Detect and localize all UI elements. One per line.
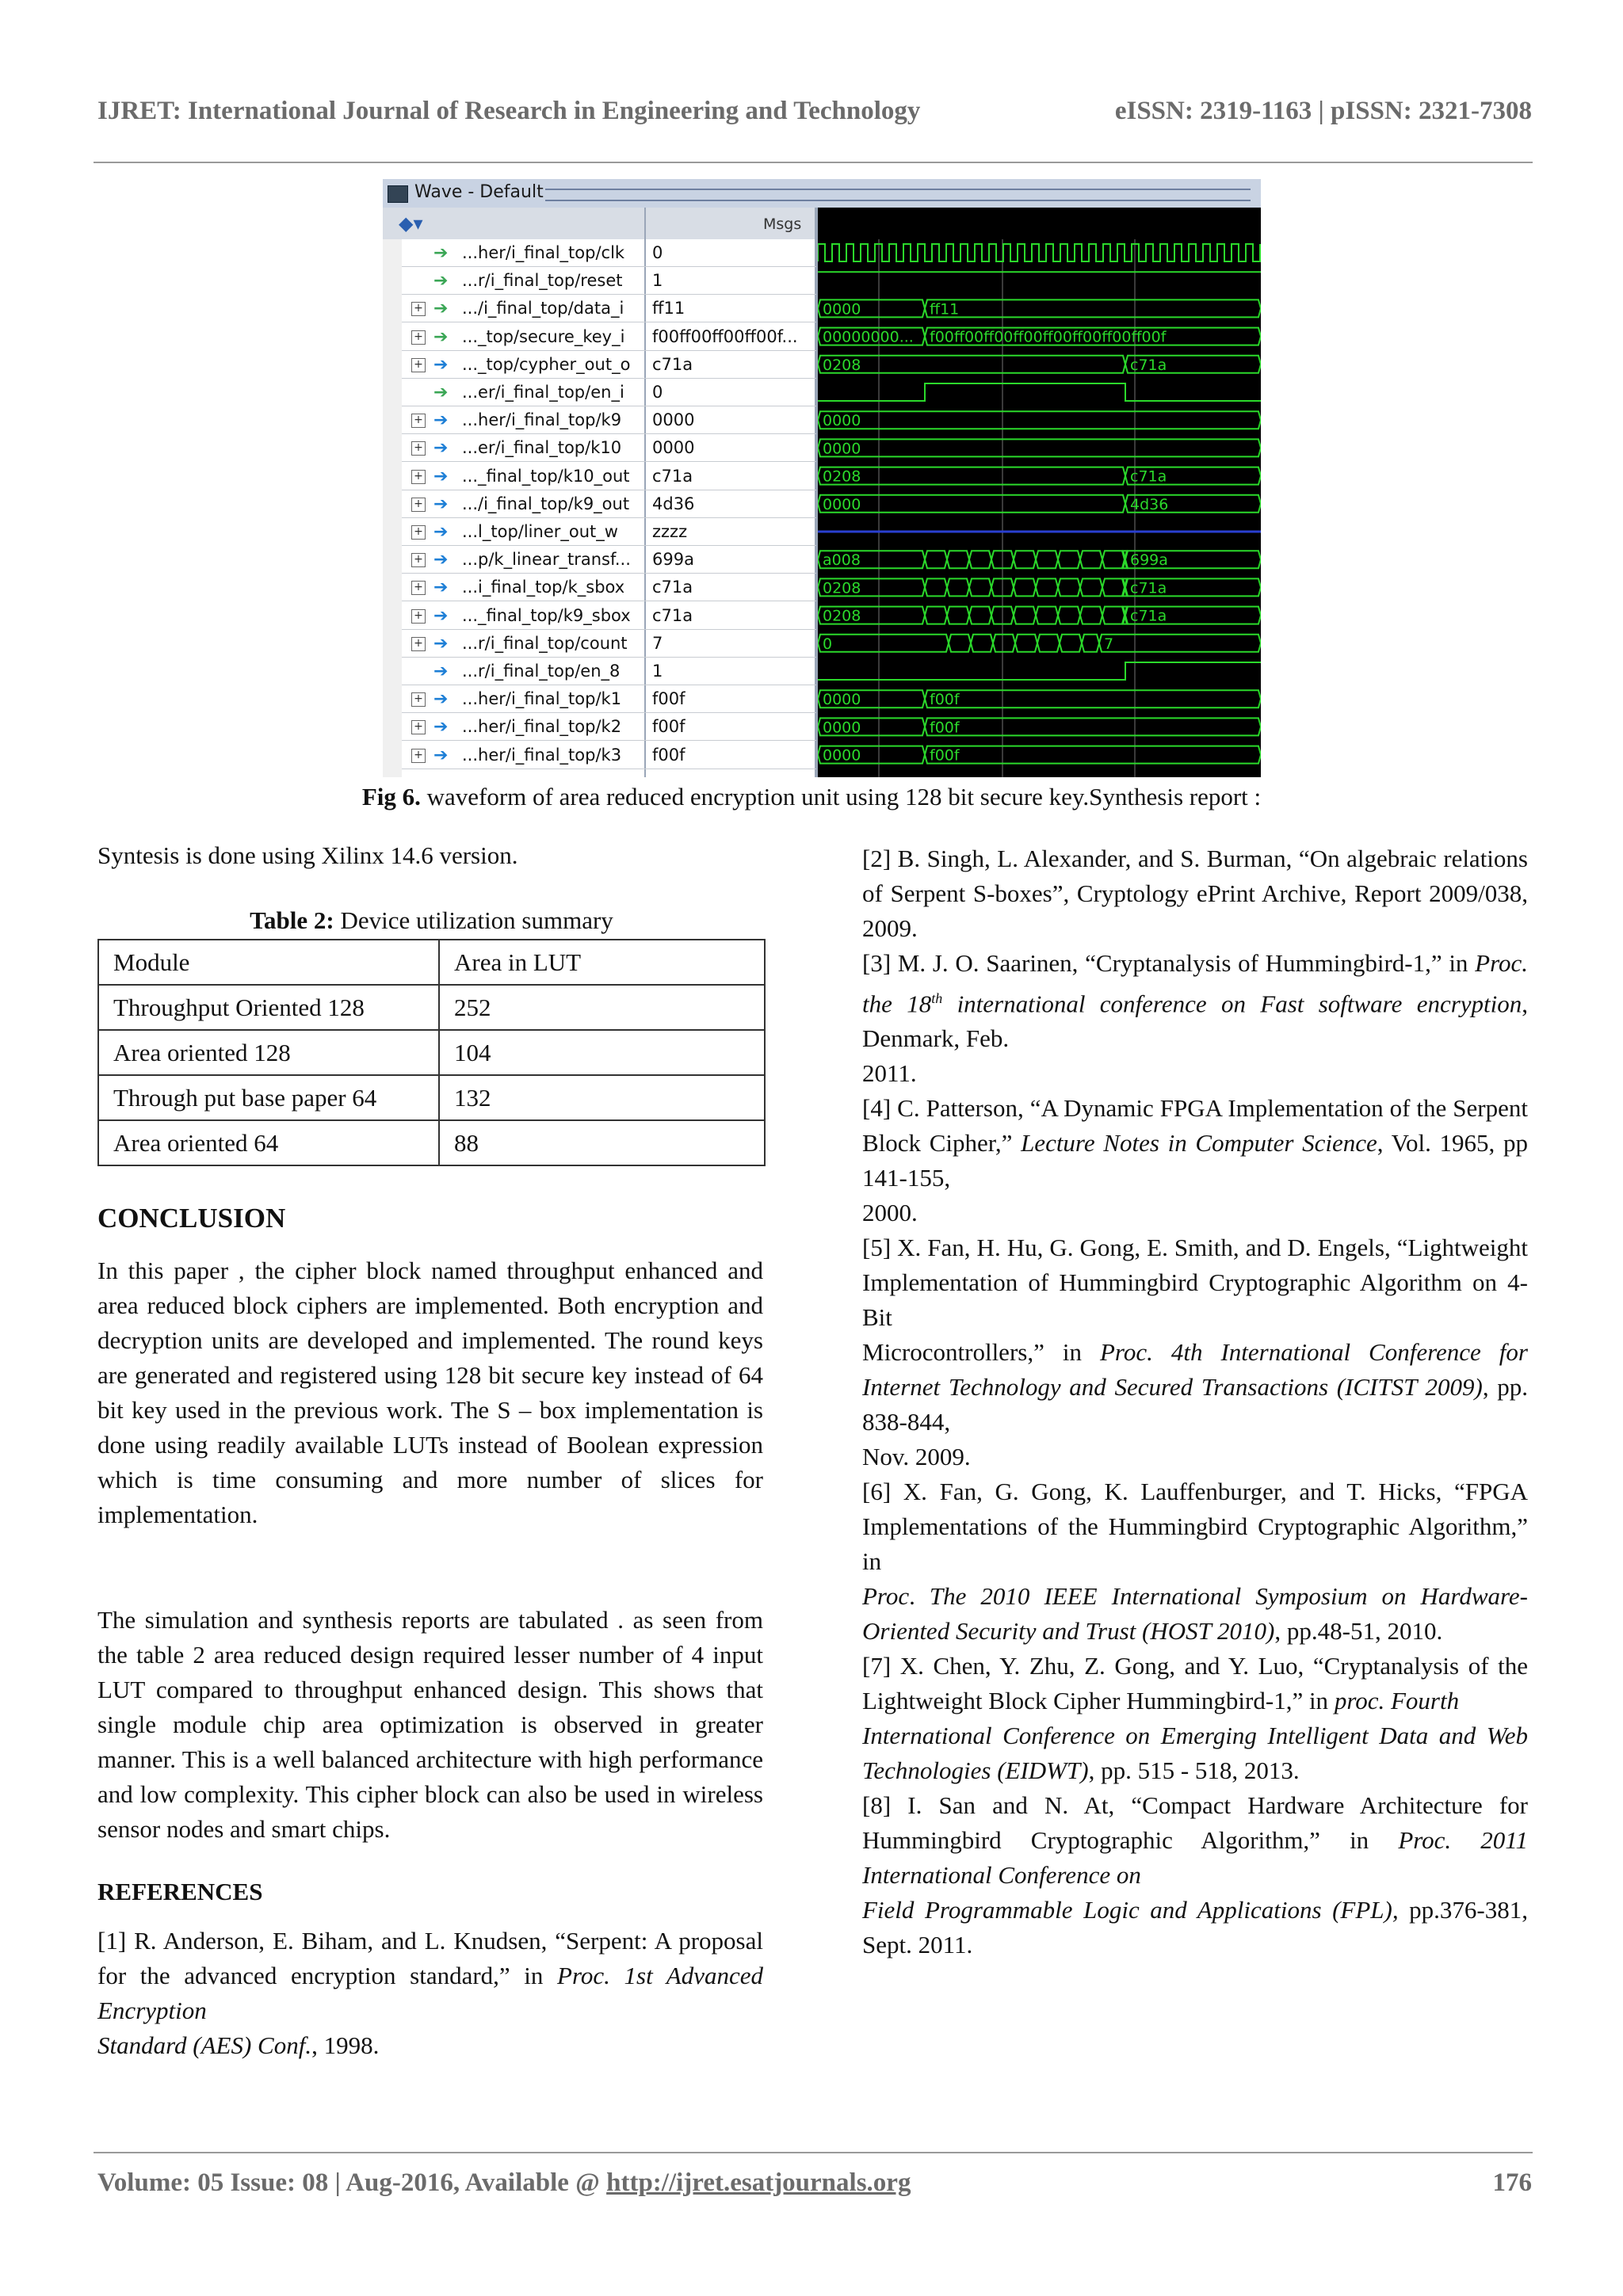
wave-title: Wave - Default [414, 182, 544, 202]
ref3-year: 2011. [862, 1059, 917, 1088]
blue-signal-icon: ➔ [433, 522, 449, 542]
blue-signal-icon: ➔ [433, 689, 449, 710]
ref5-year: Nov. 2009. [862, 1443, 971, 1471]
k-sbox-segment [969, 578, 991, 596]
count-segment [971, 635, 993, 652]
table-row [98, 1120, 765, 1165]
reference-4 [862, 1091, 1528, 1230]
count-segment [1082, 635, 1099, 652]
k1-label: f00f [930, 691, 960, 709]
green-signal-icon: ➔ [433, 271, 449, 292]
k-sbox-segment [925, 578, 947, 596]
ref5-text-2: Microcontrollers,” in [862, 1338, 1100, 1367]
count-segment [1037, 635, 1060, 652]
k2-segment [925, 718, 1261, 735]
ref1-year: , 1998. [311, 2031, 380, 2059]
journal-link[interactable]: http://ijret.esatjournals.org [606, 2168, 911, 2197]
signal-value: 1 [652, 271, 663, 291]
table-row [98, 985, 765, 1030]
data-i-label: ff11 [930, 300, 960, 318]
green-signal-icon: ➔ [433, 299, 449, 319]
signal-name: ...i_final_top/k_sbox [462, 578, 625, 597]
ref5-venue: Proc. 4th International Conference for Internet Technology and Secured Transactions (ICITST 2009) [862, 1338, 1528, 1402]
header-module: Module [98, 940, 439, 985]
blue-signal-icon: ➔ [433, 354, 449, 375]
signal-name: ...r/i_final_top/en_8 [462, 662, 621, 681]
signal-value: 1 [652, 662, 663, 681]
ref6-proc: Proc [862, 1582, 910, 1611]
signal-name: .../i_final_top/data_i [462, 299, 624, 318]
table-row [98, 1075, 765, 1120]
footer-volume [97, 2168, 911, 2198]
k1-label: 0000 [823, 691, 861, 709]
k-linear-segment [1102, 551, 1125, 568]
green-signal-icon: ➔ [433, 383, 449, 402]
references-right-column [862, 841, 1528, 1962]
expand-icon[interactable]: + [411, 609, 426, 624]
reference-6 [862, 1474, 1528, 1649]
wave-titlebar[interactable] [383, 179, 1261, 208]
signal-value: 0 [652, 383, 663, 402]
k9-sbox-segment [1058, 607, 1080, 624]
issn-info: eISSN: 2319-1163 | pISSN: 2321-7308 [1114, 97, 1532, 125]
blue-signal-icon: ➔ [433, 662, 449, 681]
k3-segment [925, 746, 1261, 764]
ref6-pages: , pp.48-51, 2010. [1274, 1617, 1443, 1646]
signal-name: ..._final_top/k10_out [462, 466, 630, 486]
table-label: Table 2: [250, 906, 334, 934]
k9-sbox-segment [1102, 607, 1125, 624]
ref6-text: [6] X. Fan, G. Gong, K. Lauffenburger, and T. Hicks, “FPGA Implementations of the Hummingbird Cryptographic Algorithm,” in [862, 1478, 1528, 1576]
green-signal-icon: ➔ [433, 243, 449, 263]
window-icon [388, 185, 408, 203]
k10-out-segment [818, 467, 1125, 485]
table-cell: Throughput Oriented 128 [98, 985, 439, 1030]
signal-value: 0000 [652, 438, 695, 458]
wave-header [818, 208, 1261, 239]
expand-icon[interactable]: + [411, 525, 426, 540]
expand-icon[interactable]: + [411, 498, 426, 512]
signal-name: ...her/i_final_top/clk [462, 243, 625, 262]
k9-out-segment [818, 495, 1125, 513]
titlebar-grip[interactable] [545, 189, 1251, 201]
cypher-out-label: 0208 [823, 356, 861, 374]
ref3-text: [3] M. J. O. Saarinen, “Cryptanalysis of Hummingbird-1,” in [862, 949, 1476, 977]
expand-icon[interactable]: + [411, 441, 426, 456]
blue-signal-icon: ➔ [433, 633, 449, 654]
msgs-header: Msgs [763, 215, 802, 233]
header-area: Area in LUT [439, 940, 765, 985]
data-i-segment [925, 299, 1261, 317]
signal-name: ..._top/secure_key_i [462, 326, 625, 346]
clk-wave [818, 244, 1260, 261]
signal-name: ...her/i_final_top/k2 [462, 717, 622, 737]
signal-name: .../i_final_top/k9_out [462, 494, 630, 513]
data-i-label: 0000 [823, 300, 861, 318]
ref3-venue: Proc. the 18 [862, 949, 1528, 1018]
signal-name: ..._top/cypher_out_o [462, 354, 631, 374]
table-cell: 104 [439, 1030, 765, 1075]
blue-signal-icon: ➔ [433, 466, 449, 486]
secure-key-label: f00ff00ff00ff00ff00ff00ff00ff00f [930, 328, 1167, 346]
expand-icon[interactable]: + [411, 692, 426, 707]
signal-value: c71a [652, 354, 693, 374]
palette-icon[interactable]: ◆▾ [399, 212, 423, 235]
ref3-sup: th [931, 990, 943, 1006]
ref8-proc: Proc. 2011 International Conference on [862, 1826, 1528, 1890]
footer-rule [94, 2152, 1533, 2153]
conclusion-paragraph-2: The simulation and synthesis reports are tabulated . as seen from the table 2 area reduced design required lesser number of 4 input LUT compared to throughput enhanced design. This shows that single module chip area optimization is observed in greater manner. This is a well balanced architecture with high performance and low complexity. This cipher block can also be used in wireless sensor nodes and smart chips. [97, 1606, 763, 1843]
ref4-text: [4] C. Patterson, “A Dynamic FPGA Implementation of the Serpent Block Cipher,” [862, 1094, 1528, 1158]
k-sbox-segment [1080, 578, 1102, 596]
signal-name: ...l_top/liner_out_w [462, 522, 618, 541]
ref8-pages: pp.376-381, Sept. 2011. [862, 1896, 1528, 1959]
blue-signal-icon: ➔ [433, 605, 449, 626]
k9-sbox-segment [969, 607, 991, 624]
k-sbox-label: c71a [1130, 579, 1167, 597]
count-segment [1060, 635, 1082, 652]
ref4-venue: Lecture Notes in Computer Science [1021, 1129, 1377, 1158]
signal-value: c71a [652, 605, 693, 625]
cypher-out-segment [818, 356, 1125, 373]
count-segment [1099, 635, 1261, 652]
references-heading: REFERENCES [97, 1878, 263, 1905]
k-sbox-segment [947, 578, 969, 596]
table-cell: 252 [439, 985, 765, 1030]
figure-caption-text: waveform of area reduced encryption unit using 128 bit secure key.Synthesis report : [420, 783, 1262, 810]
k-sbox-segment [1014, 578, 1036, 596]
k-sbox-segment [1036, 578, 1058, 596]
table-row [98, 1030, 765, 1075]
signal-value: f00f [652, 689, 685, 709]
signal-value: 0 [652, 243, 663, 262]
table-cell: Area oriented 128 [98, 1030, 439, 1075]
k10-out-label: 0208 [823, 467, 861, 486]
ref8-venue: Field Programmable Logic and Applications (FPL), [862, 1896, 1399, 1924]
k-sbox-segment [1102, 578, 1125, 596]
k10-label: 0000 [823, 440, 861, 458]
ref1-venue: Proc. 1st Advanced Encryption [97, 1962, 763, 2024]
signal-value: f00f [652, 717, 685, 737]
k-linear-label: a008 [823, 551, 861, 570]
k2-label: f00f [930, 719, 960, 737]
en-8-wave [818, 662, 1261, 680]
table-cell: 132 [439, 1075, 765, 1120]
blue-signal-icon: ➔ [433, 494, 449, 514]
signal-toolbar [383, 208, 816, 239]
blue-signal-icon: ➔ [433, 745, 449, 765]
conclusion-heading: CONCLUSION [97, 1203, 286, 1234]
count-segment [949, 635, 971, 652]
signal-value: ff11 [652, 299, 685, 318]
ref4-pages: , Vol. 1965, pp 141-155, [862, 1129, 1528, 1192]
ref7-pages: , pp. 515 - 518, 2013. [1088, 1756, 1300, 1785]
reference-5 [862, 1230, 1528, 1474]
table-cell: Area oriented 64 [98, 1120, 439, 1165]
ref7-venue: International Conference on Emerging Intelligent Data and Web Technologies (EIDWT) [862, 1722, 1528, 1785]
volume-text: Volume: 05 Issue: 08 | Aug-2016, Available @ [97, 2168, 607, 2197]
k10-out-label: c71a [1130, 467, 1167, 486]
signal-value: f00ff00ff00ff00f... [652, 326, 798, 346]
k9-out-label: 0000 [823, 495, 861, 513]
k1-segment [925, 690, 1261, 707]
waveform-svg [818, 239, 1261, 777]
ref8-text: [8] I. San and N. At, “Compact Hardware Architecture for Hummingbird Cryptographic Algorithm,” in [862, 1791, 1528, 1855]
ref1-venue-2: Standard (AES) Conf. [97, 2031, 312, 2059]
expand-icon[interactable]: + [411, 720, 426, 734]
page-header [97, 97, 1532, 133]
ref7-text: [7] X. Chen, Y. Zhu, Z. Gong, and Y. Luo, “Cryptanalysis of the Lightweight Block Cipher Hummingbird-1,” in [862, 1652, 1528, 1715]
page-number: 176 [1492, 2168, 1532, 2197]
signal-name: ...her/i_final_top/k9 [462, 410, 622, 430]
expand-icon[interactable]: + [411, 302, 426, 316]
reference-2: [2] B. Singh, L. Alexander, and S. Burman, “On algebraic relations of Serpent S-boxes”, Cryptology ePrint Archive, Report 2009/038, 2009. [862, 845, 1528, 942]
figure-caption [0, 783, 1623, 811]
k9-out-label: 4d36 [1130, 495, 1169, 513]
count-segment [993, 635, 1015, 652]
k-linear-segment [1058, 551, 1080, 568]
signal-value: 699a [652, 550, 694, 570]
expand-icon[interactable]: + [411, 749, 426, 763]
ref7-proc: proc. Fourth [1334, 1687, 1460, 1715]
blue-signal-icon: ➔ [433, 578, 449, 598]
reference-1 [97, 1924, 763, 2063]
k-sbox-segment [1058, 578, 1080, 596]
signal-name: ..._final_top/k9_sbox [462, 605, 631, 625]
k-linear-segment [1080, 551, 1102, 568]
k10-segment [818, 439, 1261, 456]
k2-label: 0000 [823, 719, 861, 737]
en-i-wave [818, 383, 1261, 401]
expand-icon[interactable]: + [411, 330, 426, 345]
table-cell: 88 [439, 1120, 765, 1165]
k9-sbox-segment [1036, 607, 1058, 624]
ref6-venue: The 2010 IEEE International Symposium on Hardware-Oriented Security and Trust (HOST 2010) [862, 1582, 1528, 1646]
expand-icon[interactable]: + [411, 637, 426, 651]
k3-label: f00f [930, 746, 960, 765]
signal-name: ...her/i_final_top/k1 [462, 689, 622, 709]
k3-label: 0000 [823, 746, 861, 765]
header-rule [94, 162, 1533, 163]
signal-name: ...er/i_final_top/k10 [462, 438, 622, 458]
synthesis-note: Syntesis is done using Xilinx 14.6 version. [97, 841, 518, 869]
k9-sbox-segment [947, 607, 969, 624]
table-cell: Through put base paper 64 [98, 1075, 439, 1120]
signal-value: f00f [652, 745, 685, 765]
count-segment [1015, 635, 1037, 652]
figure-label: Fig 6. [361, 783, 421, 810]
blue-signal-icon: ➔ [433, 410, 449, 431]
k-linear-segment [925, 551, 947, 568]
k9-sbox-segment [1080, 607, 1102, 624]
ref1-text: [1] R. Anderson, E. Biham, and L. Knudsen, “Serpent: A proposal for the advanced encryption standard,” in [97, 1927, 763, 1989]
k-linear-segment [969, 551, 991, 568]
ref3-venue-2: international conference on Fast software encryption [942, 990, 1522, 1018]
k-linear-label: 699a [1130, 551, 1168, 570]
signal-name: ...her/i_final_top/k3 [462, 745, 622, 765]
signal-value: c71a [652, 578, 693, 597]
k9-sbox-segment [925, 607, 947, 624]
ref6-sep: . [909, 1582, 930, 1611]
signal-value: 4d36 [652, 494, 695, 513]
signal-value: c71a [652, 466, 693, 486]
k9-label: 0000 [823, 412, 861, 430]
k-linear-segment [1014, 551, 1036, 568]
signal-name: ...er/i_final_top/en_i [462, 383, 624, 402]
count-segment [818, 635, 949, 652]
count-label: 0 [823, 635, 833, 653]
device-utilization-table [97, 939, 766, 1166]
wave-window [383, 179, 1261, 777]
expand-icon[interactable]: + [411, 553, 426, 567]
green-signal-icon: ➔ [433, 326, 449, 347]
signal-name: ...r/i_final_top/reset [462, 271, 623, 291]
reference-3 [862, 946, 1528, 1091]
secure-key-label: 00000000... [823, 328, 914, 346]
k9-sbox-segment [1014, 607, 1036, 624]
blue-signal-icon: ➔ [433, 717, 449, 738]
count-label: 7 [1104, 635, 1114, 653]
ref5-pages: , pp. 838-844, [862, 1373, 1528, 1436]
ref3-place: , Denmark, Feb. [862, 990, 1529, 1053]
reference-7 [862, 1649, 1528, 1788]
expand-icon[interactable]: + [411, 470, 426, 484]
signal-value: 7 [652, 633, 663, 653]
cypher-out-label: c71a [1130, 356, 1167, 374]
page-footer [97, 2168, 1532, 2205]
expand-icon[interactable]: + [411, 358, 426, 372]
expand-icon[interactable]: + [411, 414, 426, 428]
k-linear-segment [1036, 551, 1058, 568]
table-header-row [98, 940, 765, 985]
waveform-area[interactable] [818, 239, 1261, 777]
table-caption [97, 906, 766, 935]
signal-name: ...r/i_final_top/count [462, 633, 628, 653]
journal-title: IJRET: International Journal of Research in Engineering and Technology [97, 97, 921, 125]
k9-sbox-label: c71a [1130, 607, 1167, 625]
ref5-text: [5] X. Fan, H. Hu, G. Gong, E. Smith, and D. Engels, “Lightweight Implementation of Hummingbird Cryptographic Algorithm on 4-Bit [862, 1234, 1528, 1332]
blue-signal-icon: ➔ [433, 438, 449, 459]
k-sbox-label: 0208 [823, 579, 861, 597]
conclusion-paragraph-1: In this paper , the cipher block named throughput enhanced and area reduced block ciphers are implemented. Both encryption and decryption units are developed and implemented. The round keys are generated and registered using 128 bit secure key instead of 64 bit key used in the previous work. The S – box implementation is done using readily available LUTs instead of Boolean expression which is time consuming and more number of slices for implementation. [97, 1257, 763, 1528]
ref4-year: 2000. [862, 1199, 918, 1227]
signal-name: ...p/k_linear_transf... [462, 550, 631, 570]
k9-segment [818, 411, 1261, 429]
expand-icon[interactable]: + [411, 581, 426, 595]
blue-signal-icon: ➔ [433, 550, 449, 570]
reference-8 [862, 1788, 1528, 1962]
table-caption-text: Device utilization summary [334, 906, 613, 934]
signal-value: zzzz [652, 522, 688, 541]
k-linear-segment [947, 551, 969, 568]
k9-sbox-label: 0208 [823, 607, 861, 625]
signal-value: 0000 [652, 410, 695, 430]
